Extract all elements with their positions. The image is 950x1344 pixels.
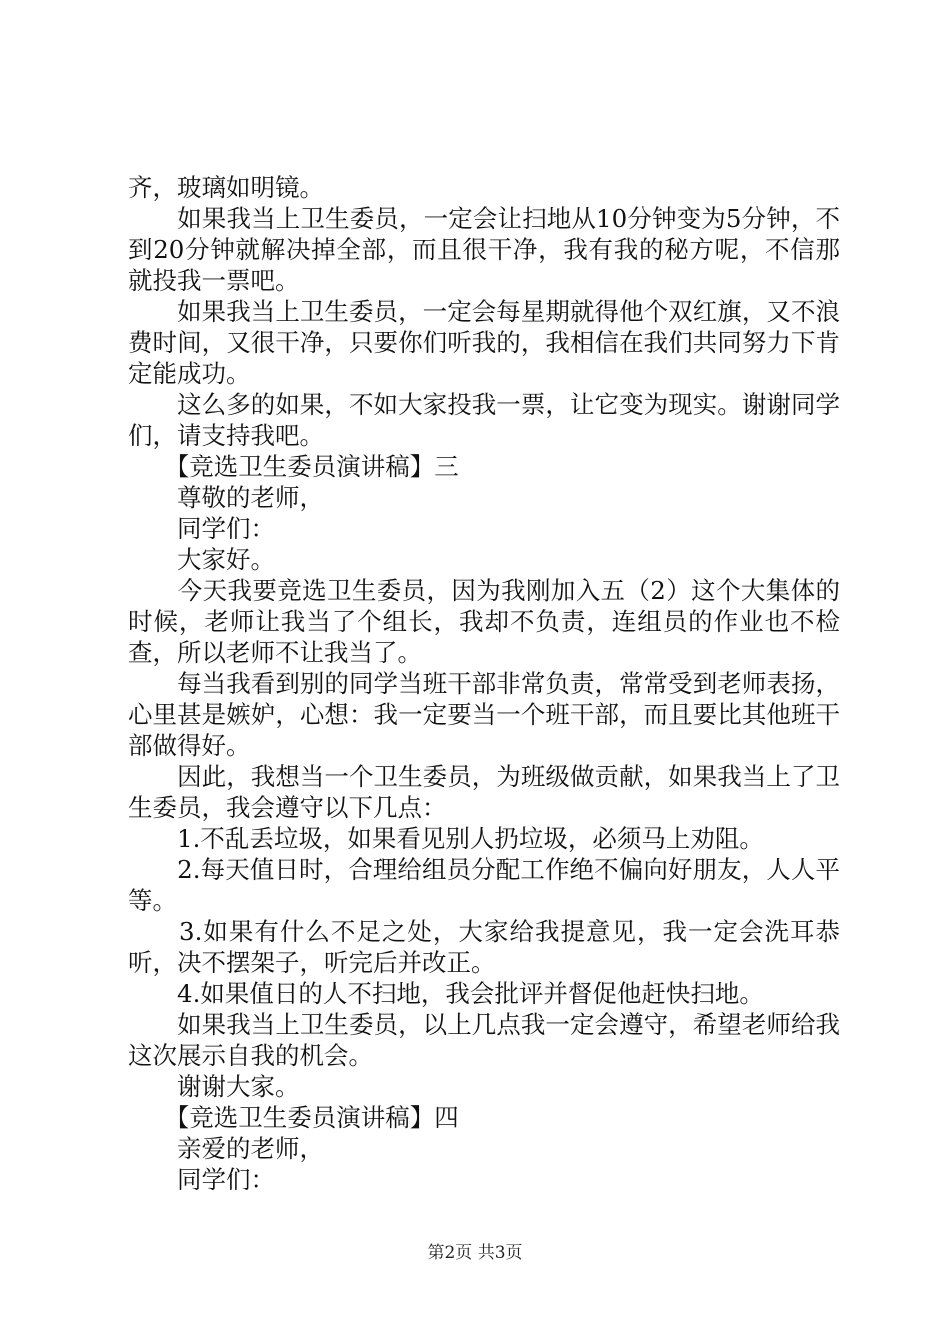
list-item: 2.每天值日时，合理给组员分配工作绝不偏向好朋友，人人平等。 [128, 855, 840, 915]
paragraph: 因此，我想当一个卫生委员，为班级做贡献，如果我当上了卫生委员，我会遵守以下几点： [128, 762, 840, 822]
list-item: 1.不乱丢垃圾，如果看见别人扔垃圾，必须马上劝阻。 [128, 824, 764, 853]
section-heading: 【竞选卫生委员演讲稿】四 [128, 1103, 459, 1132]
paragraph: 谢谢大家。 [128, 1072, 300, 1101]
paragraph: 每当我看到别的同学当班干部非常负责，常常受到老师表扬，心里甚是嫉妒，心想：我一定要当一个班干部，而且要比其他班干部做得好。 [128, 669, 840, 760]
paragraph: 同学们： [128, 1165, 275, 1194]
section-heading: 【竞选卫生委员演讲稿】三 [128, 452, 459, 481]
paragraph: 今天我要竞选卫生委员，因为我刚加入五（2）这个大集体的时候，老师让我当了个组长，我却不负责，连组员的作业也不检查，所以老师不让我当了。 [128, 576, 840, 667]
paragraph: 这么多的如果，不如大家投我一票，让它变为现实。谢谢同学们，请支持我吧。 [128, 390, 840, 450]
paragraph: 大家好。 [128, 545, 275, 574]
document-body [128, 172, 840, 1195]
paragraph: 亲爱的老师， [128, 1134, 324, 1163]
page-number: 第2页 共3页 [427, 1243, 523, 1263]
paragraph: 如果我当上卫生委员，一定会让扫地从10分钟变为5分钟，不到20分钟就解决掉全部，而且很干净，我有我的秘方呢，不信那就投我一票吧。 [128, 204, 840, 295]
list-item: 4.如果值日的人不扫地，我会批评并督促他赶快扫地。 [128, 979, 764, 1008]
paragraph: 如果我当上卫生委员，一定会每星期就得他个双红旗，又不浪费时间，又很干净，只要你们听我的，我相信在我们共同努力下肯定能成功。 [128, 297, 840, 388]
paragraph: 同学们： [128, 514, 275, 543]
paragraph: 尊敬的老师， [128, 483, 324, 512]
list-item: 3.如果有什么不足之处，大家给我提意见，我一定会洗耳恭听，决不摆架子，听完后并改正。 [128, 917, 840, 977]
paragraph: 齐，玻璃如明镜。 [128, 173, 324, 202]
paragraph: 如果我当上卫生委员，以上几点我一定会遵守，希望老师给我这次展示自我的机会。 [128, 1010, 840, 1070]
